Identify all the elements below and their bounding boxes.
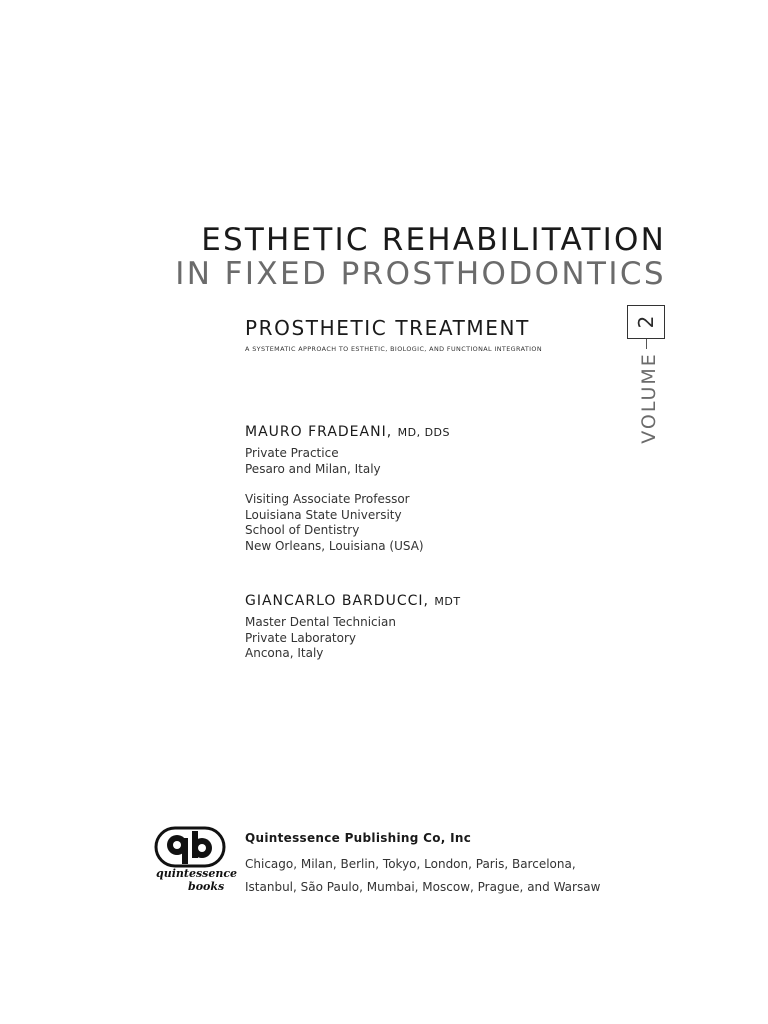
affiliation-line: Master Dental Technician: [245, 615, 396, 629]
volume-divider: [646, 339, 647, 349]
author-name-line: [245, 593, 461, 609]
logo-word-quintessence: quintessence: [156, 867, 238, 880]
affiliation-line: Private Laboratory: [245, 630, 357, 645]
volume-number-box: [627, 305, 665, 339]
author-block-1: [245, 424, 450, 554]
affiliation-line: Louisiana State University: [245, 507, 402, 522]
author-name-line: [245, 424, 450, 440]
volume-label: VOLUME: [638, 352, 660, 444]
author-credentials: MDT: [434, 595, 461, 608]
author-credentials: MD, DDS: [397, 426, 450, 439]
affiliation-line: School of Dentistry: [245, 523, 360, 537]
book-subtitle: PROSTHETIC TREATMENT: [245, 316, 530, 340]
volume-number: 2: [634, 315, 658, 329]
quintessence-books-logo: [154, 826, 238, 894]
publisher-block: [245, 831, 600, 899]
publisher-cities-line1: Chicago, Milan, Berlin, Tokyo, London, Paris, Barcelona,: [245, 857, 576, 871]
author-block-2: [245, 593, 461, 662]
affiliation-line: Private Practice: [245, 446, 339, 460]
qb-monogram-icon: [154, 826, 228, 868]
book-title-line2: IN FIXED PROSTHODONTICS: [175, 256, 666, 292]
logo-word-books: books: [188, 880, 225, 893]
publisher-cities-line2: Istanbul, São Paulo, Mumbai, Moscow, Prague, and Warsaw: [245, 880, 601, 894]
book-tagline: A SYSTEMATIC APPROACH TO ESTHETIC, BIOLOGIC, AND FUNCTIONAL INTEGRATION: [245, 345, 543, 353]
affiliation-line: Visiting Associate Professor: [245, 492, 410, 506]
affiliation-line: Ancona, Italy: [245, 646, 324, 660]
affiliation-line: Pesaro and Milan, Italy: [245, 461, 381, 476]
book-title-line1: ESTHETIC REHABILITATION: [201, 222, 666, 258]
author-name: MAURO FRADEANI,: [245, 424, 393, 440]
author-name: GIANCARLO BARDUCCI,: [245, 593, 429, 609]
affiliation-line: New Orleans, Louisiana (USA): [245, 538, 424, 553]
publisher-name: Quintessence Publishing Co, Inc: [245, 831, 472, 845]
